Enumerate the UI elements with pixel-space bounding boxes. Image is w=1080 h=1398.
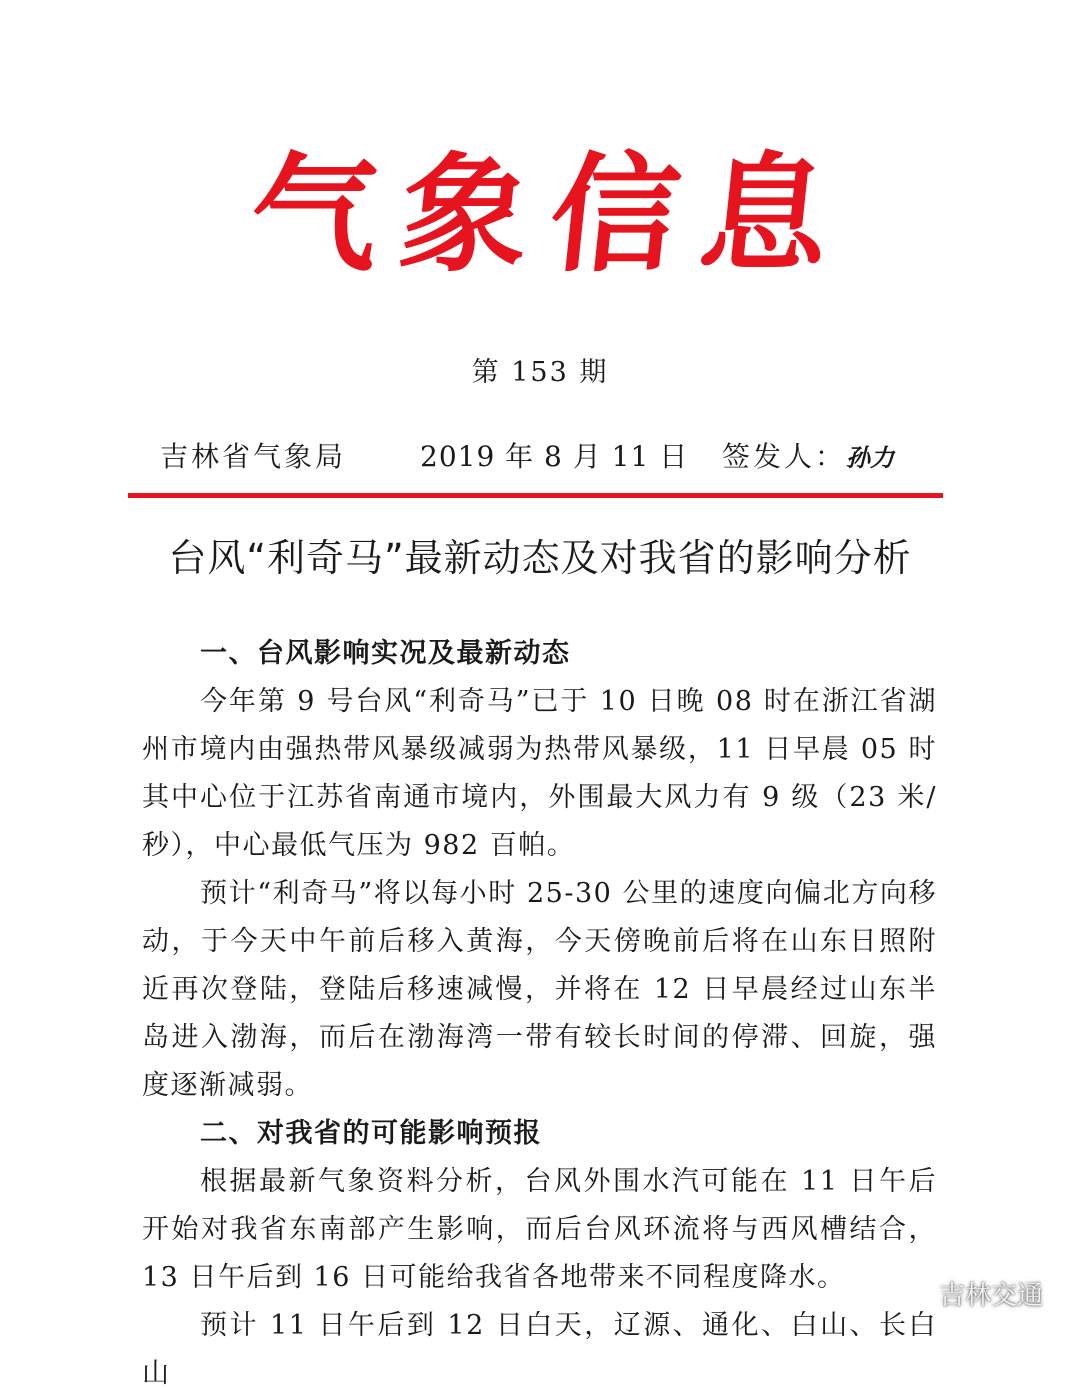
- paragraph: 根据最新气象资料分析，台风外围水汽可能在 11 日午后开始对我省东南部产生影响，而后台风环流将与西风槽结合，13 日午后到 16 日可能给我省各地带来不同程度降水。: [142, 1166, 937, 1293]
- signer-label: 签发人：: [722, 440, 847, 473]
- section-heading: 一、台风影响实况及最新动态: [200, 638, 571, 669]
- signer-name: 孙力: [846, 443, 895, 472]
- section-heading: 二、对我省的可能影响预报: [200, 1118, 542, 1149]
- issue-date: 2019 年 8 月 11 日: [420, 440, 689, 473]
- article-body: [142, 630, 937, 1398]
- paragraph: 预计 11 日午后到 12 日白天，辽源、通化、白山、长白山: [142, 1310, 937, 1389]
- paragraph: 预计“利奇马”将以每小时 25-30 公里的速度向偏北方向移动，于今天中午前后移入黄海，今天傍晚前后将在山东日照附近再次登陆，登陆后移速减慢，并将在 12 日早晨经过山东半岛进入渤海，而后在渤海湾一带有较长时间的停滞、回旋，强度逐渐减弱。: [142, 878, 937, 1101]
- masthead-title: 气象信息: [243, 140, 859, 290]
- header-divider: [128, 493, 943, 498]
- watermark-text: 吉林交通: [939, 1280, 1044, 1311]
- issuing-agency: 吉林省气象局: [160, 440, 347, 473]
- issue-number: 第 153 期: [471, 357, 609, 388]
- wechat-icon: [893, 1276, 933, 1310]
- paragraph: 今年第 9 号台风“利奇马”已于 10 日晚 08 时在浙江省湖州市境内由强热带风暴级减弱为热带风暴级，11 日早晨 05 时其中心位于江苏省南通市境内，外围最大风力有 9 级（23 米/秒），中心最低气压为 982 百帕。: [142, 686, 937, 861]
- signer: [722, 435, 894, 475]
- article-headline: 台风“利奇马”最新动态及对我省的影响分析: [168, 536, 912, 580]
- watermark: [893, 1273, 1043, 1313]
